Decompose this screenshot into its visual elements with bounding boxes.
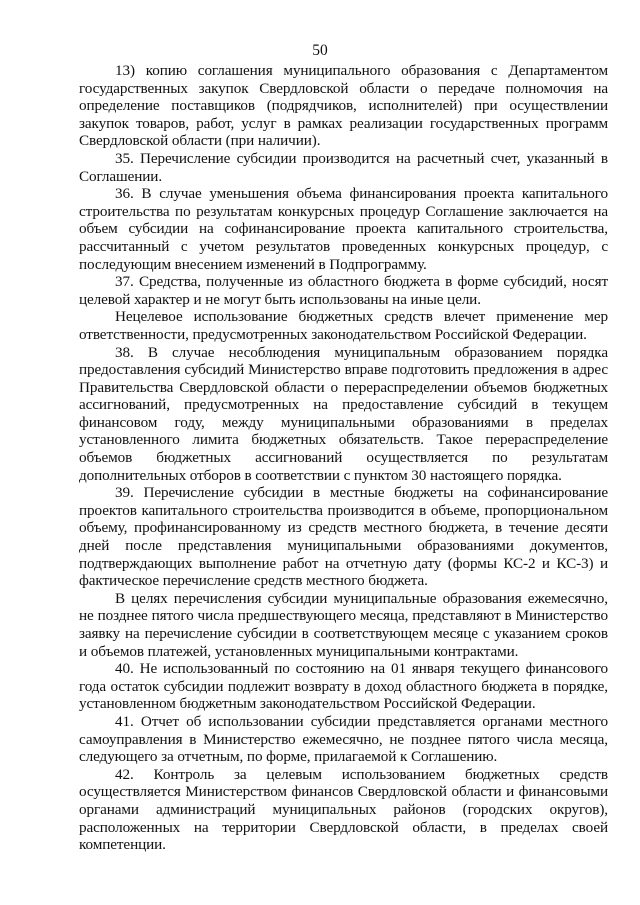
paragraph-35: 35. Перечисление субсидии производится на расчетный счет, указанный в Соглашении. [79, 149, 608, 185]
paragraph-38: 38. В случае несоблюдения муниципальным образованием порядка предоставления субсидий Министерство вправе подготовить предложения в адрес Правительства Свердловской области о перераспределении объемов бюджетных ассигнований, предусмотренных на предоставление субсидий в текущем финансовом году, между муниципальными образованиями в пределах установленного лимита бюджетных обязательств. Такое перераспределение объемов бюджетных ассигнований осуществляется по результатам дополнительных отборов в соответствии с пунктом 30 настоящего порядка. [79, 343, 608, 484]
paragraph-37: 37. Средства, полученные из областного бюджета в форме субсидий, носят целевой характер и не могут быть использованы на иные цели. [79, 273, 608, 308]
page-number: 50 [312, 42, 328, 59]
paragraph-42: 42. Контроль за целевым использованием бюджетных средств осуществляется Министерством финансов Свердловской области и финансовыми органами администраций муниципальных районов (городских округов), расположенных на территории Свердловской области, в пределах своей компетенции. [79, 765, 608, 854]
paragraph-36: 36. В случае уменьшения объема финансирования проекта капитального строительства по результатам конкурсных процедур Соглашение заключается на объем субсидии на софинансирование проекта капитального строительства, рассчитанный с учетом результатов проведенных конкурсных процедур, с последующим внесением изменений в Подпрограмму. [79, 185, 608, 273]
document-body [79, 62, 608, 854]
paragraph-39: 39. Перечисление субсидии в местные бюджеты на софинансирование проектов капитального строительства производится в объеме, пропорциональном объему, профинансированному из средств местного бюджета, в течение десяти дней после представления муниципальными образованиями документов, подтверждающих выполнение работ на отчетную дату (формы КС-2 и КС-3) и фактическое перечисление средств местного бюджета. [79, 484, 608, 590]
paragraph-39-request: В целях перечисления субсидии муниципальные образования ежемесячно, не позднее пятого числа предшествующего месяца, представляют в Министерство заявку на перечисление субсидии в соответствующем месяце с указанием сроков и объемов платежей, установленных муниципальными контрактами. [79, 589, 608, 660]
paragraph-41: 41. Отчет об использовании субсидии представляется органами местного самоуправления в Министерство ежемесячно, не позднее пятого числа месяца, следующего за отчетным, по форме, прилагаемой к Соглашению. [79, 712, 608, 766]
paragraph-40: 40. Не использованный по состоянию на 01 января текущего финансового года остаток субсидии подлежит возврату в доход областного бюджета в порядке, установленном бюджетным законодательством Российской Федерации. [79, 660, 608, 713]
paragraph-item-13: 13) копию соглашения муниципального образования с Департаментом государственных закупок Свердловской области о передаче полномочия на определение поставщиков (подрядчиков, исполнителей) при осуществлении закупок товаров, работ, услуг в рамках реализации государственных программ Свердловской области (при наличии). [79, 62, 608, 150]
paragraph-37-misuse: Нецелевое использование бюджетных средств влечет применение мер ответственности, предусмотренных законодательством Российской Федерации. [79, 308, 608, 343]
